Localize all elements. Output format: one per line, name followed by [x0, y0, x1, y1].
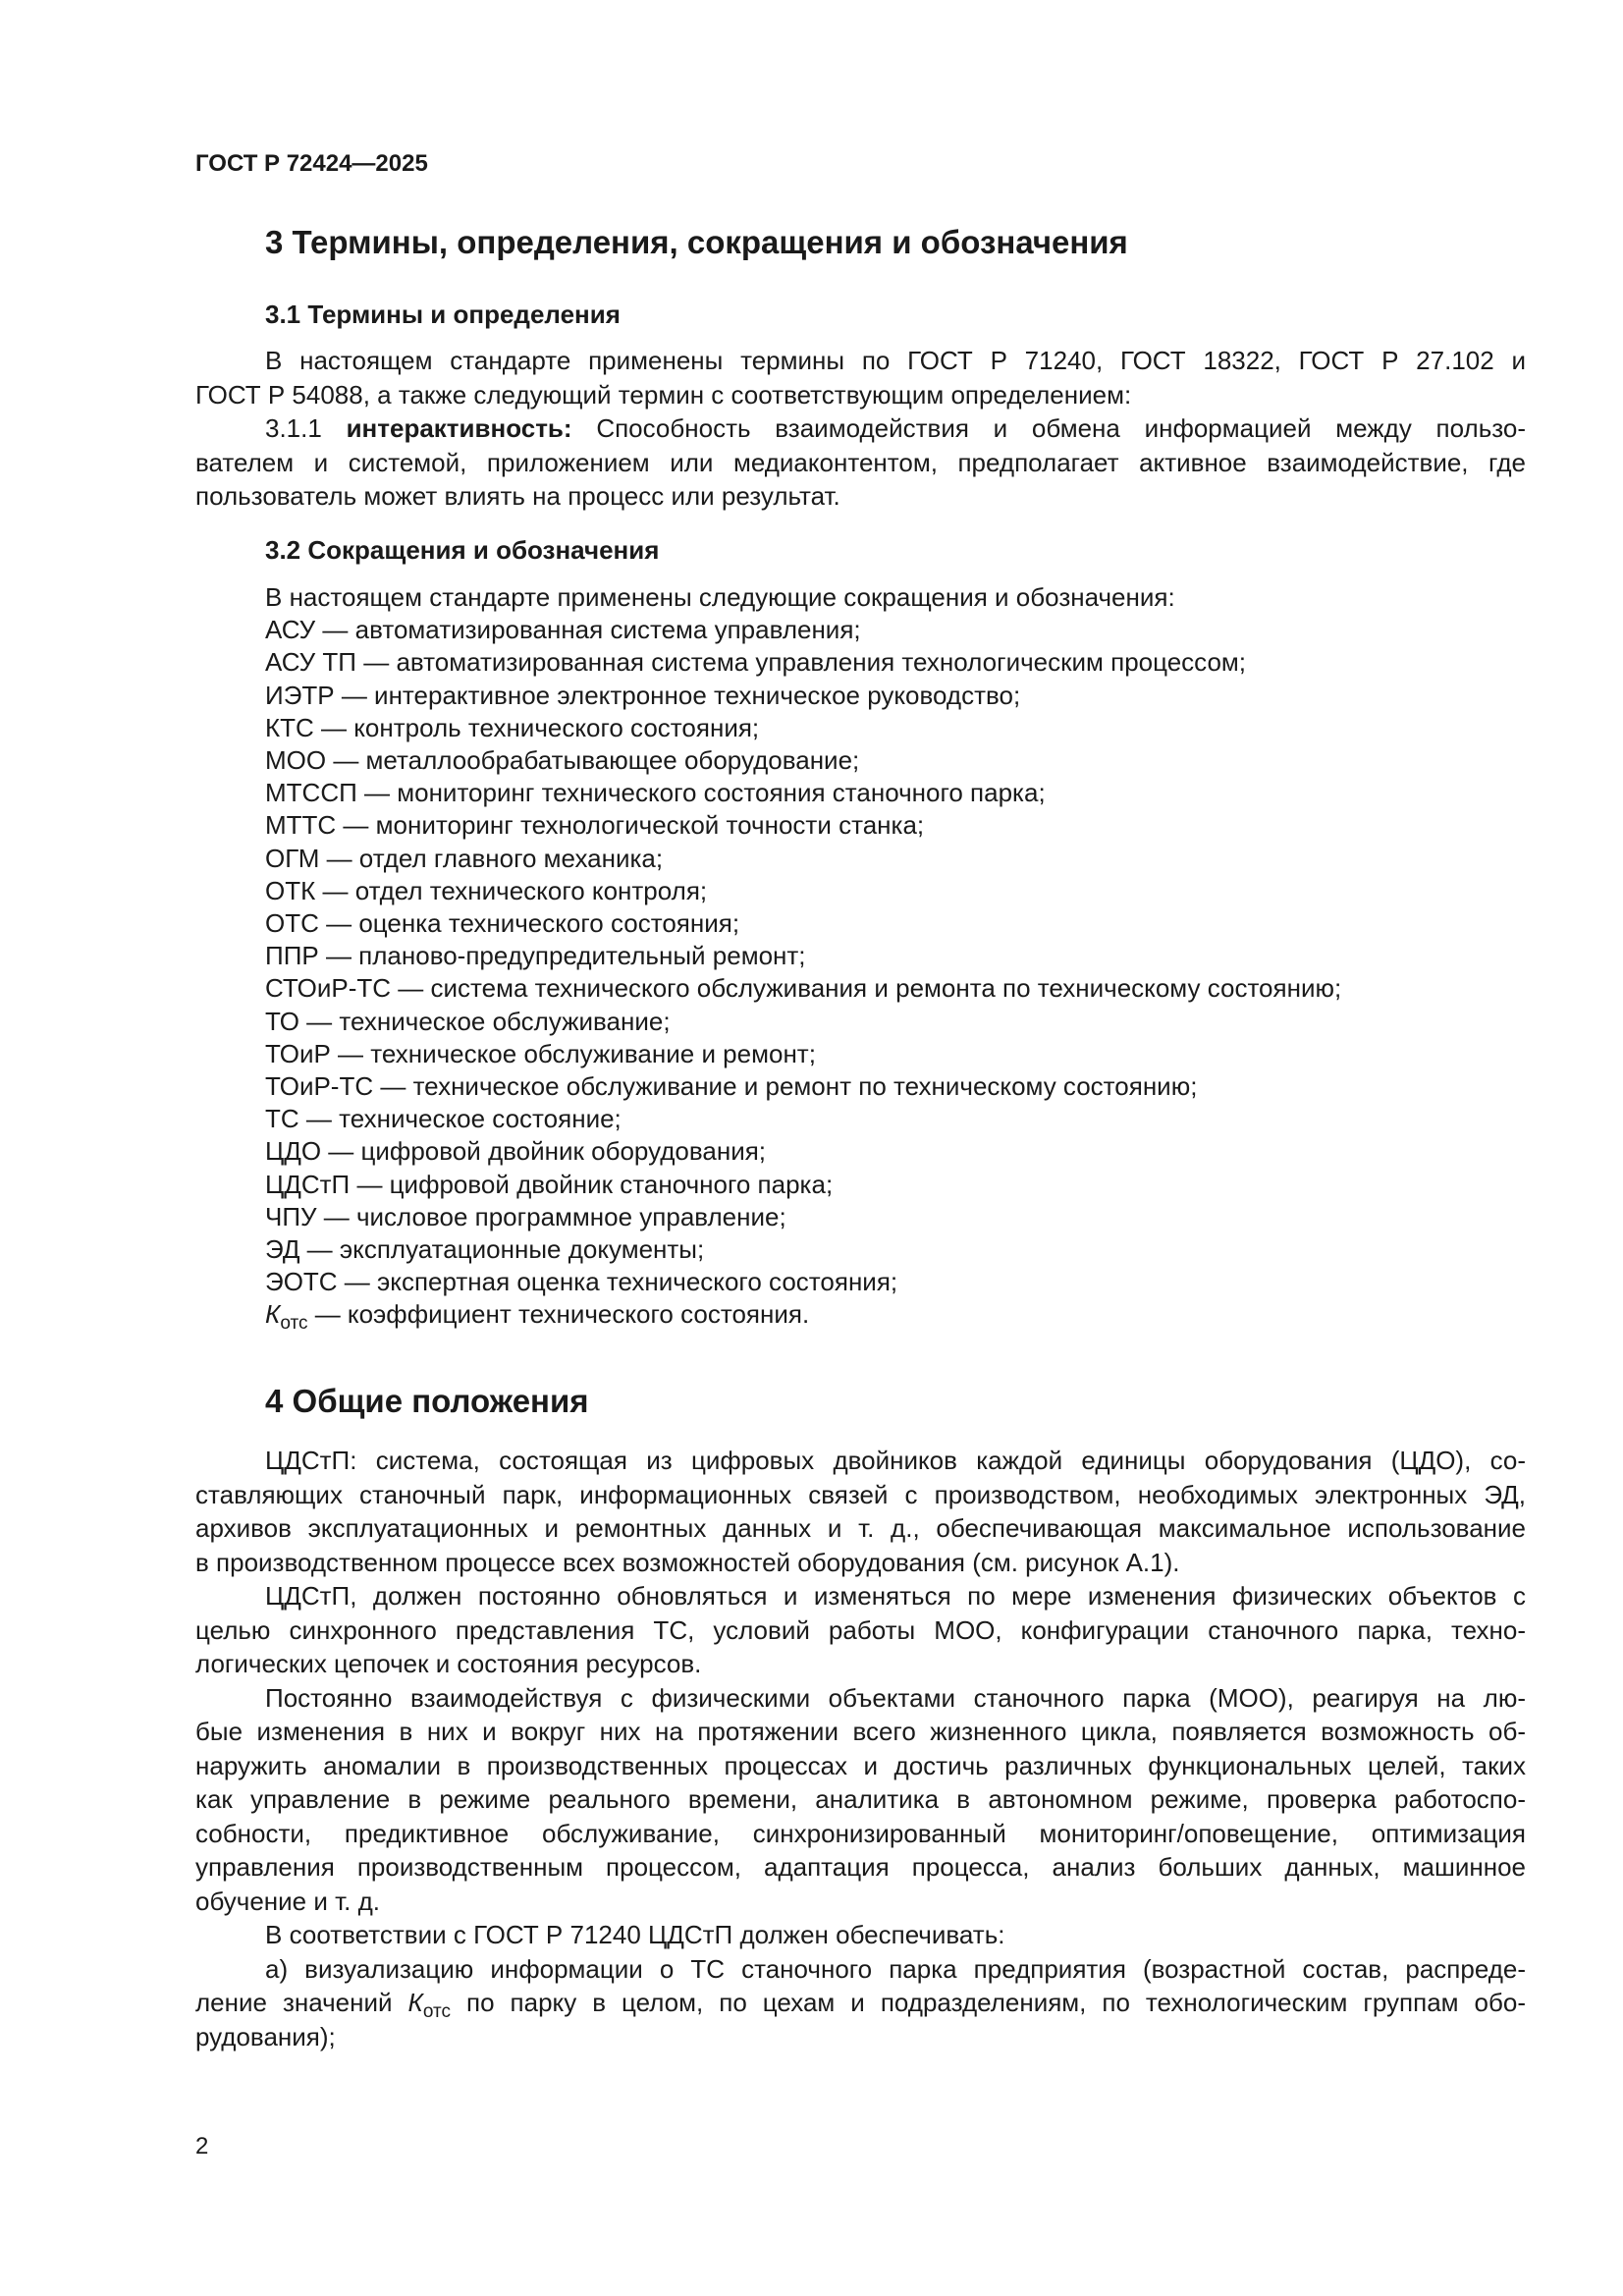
- text-line: логических цепочек и состояния ресурсов.: [195, 1649, 702, 1678]
- section-3-1-intro: [195, 344, 1526, 514]
- page-number: 2: [195, 2133, 209, 2159]
- abbreviation-item: ИЭТР — интерактивное электронное техническое руководство;: [265, 680, 1021, 710]
- abbreviation-item: МОО — металлообрабатывающее оборудование;: [265, 745, 860, 776]
- abbreviation-item: ЦДО — цифровой двойник оборудования;: [265, 1136, 767, 1167]
- term-name: интерактивность:: [346, 413, 572, 443]
- text-fragment: ление значений: [195, 1988, 408, 2017]
- abbreviation-item: ЧПУ — числовое программное управление;: [265, 1201, 786, 1231]
- text-line: пользователь может влиять на процесс или результат.: [195, 481, 840, 511]
- k-definition: — коэффициент технического состояния.: [307, 1299, 810, 1330]
- abbreviation-item: ЭД — эксплуатационные документы;: [265, 1234, 705, 1265]
- text-line: в производственном процессе всех возможностей оборудования (см. рисунок А.1).: [195, 1547, 1180, 1577]
- text-line: обучение и т. д.: [195, 1886, 380, 1916]
- section-3-2-title: 3.2 Сокращения и обозначения: [265, 535, 660, 565]
- document-code: ГОСТ Р 72424—2025: [195, 150, 428, 177]
- abbreviation-item: МТССП — мониторинг технического состояния станочного парка;: [265, 778, 1046, 808]
- text-line: В настоящем стандарте применены термины по ГОСТ Р 71240, ГОСТ 18322, ГОСТ Р 27.102 и: [265, 346, 1526, 375]
- text-line: бые изменения в них и вокруг них на протяжении всего жизненного цикла, появляется возможность об-: [195, 1717, 1526, 1746]
- text-line: В соответствии с ГОСТ Р 71240 ЦДСтП должен обеспечивать:: [265, 1920, 1005, 1949]
- text-line: ГОСТ Р 54088, а также следующий термин с соответствующим определением:: [195, 379, 1132, 410]
- text-line: наружить аномалии в производственных процессах и достичь различных функциональных целей, таких: [195, 1750, 1526, 1780]
- text-line: ставляющих станочный парк, информационных связей с производством, необходимых электронных ЭД,: [195, 1479, 1526, 1509]
- text-line: ЦДСтП, должен постоянно обновляться и изменяться по мере изменения физических объектов с: [265, 1581, 1526, 1611]
- abbreviation-item: ОТС — оценка технического состояния;: [265, 908, 740, 939]
- text-line: собности, предиктивное обслуживание, синхронизированный мониторинг/оповещение, оптимизация: [195, 1818, 1526, 1848]
- abbreviation-item: ОТК — отдел технического контроля;: [265, 875, 708, 905]
- text-line: архивов эксплуатационных и ремонтных данных и т. д., обеспечивающая максимальное использование: [195, 1513, 1526, 1543]
- text-line: ЦДСтП: система, состоящая из цифровых двойников каждой единицы оборудования (ЦДО), со-: [265, 1446, 1526, 1475]
- text-line: как управление в режиме реального времени, аналитика в автономном режиме, проверка работоспо-: [195, 1784, 1526, 1814]
- abbreviation-item: АСУ — автоматизированная система управления;: [265, 615, 861, 645]
- abbreviation-item: ТОиР-ТС — техническое обслуживание и ремонт по техническому состоянию;: [265, 1071, 1198, 1102]
- term-number: 3.1.1: [265, 413, 322, 443]
- abbreviation-item: СТОиР-ТС — система технического обслуживания и ремонта по техническому состоянию;: [265, 973, 1342, 1004]
- text-line: целью синхронного представления ТС, условий работы МОО, конфигурации станочного парка, техно-: [195, 1614, 1526, 1645]
- text-line: Постоянно взаимодействуя с физическими объектами станочного парка (МОО), реагируя на лю-: [265, 1682, 1526, 1713]
- abbreviation-list: [265, 581, 1342, 1335]
- term-3-1-1-line: [195, 411, 1526, 446]
- list-item-a-line: рудования);: [195, 2021, 336, 2051]
- list-item-a-line: [195, 1986, 1526, 2020]
- text-line: вателем и системой, приложением или медиаконтентом, предполагает активное взаимодействие, где: [195, 447, 1526, 477]
- abbreviation-item: ОГМ — отдел главного механика;: [265, 843, 664, 873]
- abbreviation-item: ТОиР — техническое обслуживание и ремонт;: [265, 1038, 816, 1068]
- abbreviation-intro: В настоящем стандарте применены следующие сокращения и обозначения:: [265, 582, 1175, 612]
- k-symbol: К: [407, 1988, 423, 2017]
- abbreviation-item-k: [265, 1298, 1341, 1335]
- abbreviation-item: ТС — техническое состояние;: [265, 1104, 622, 1134]
- section-4-title: 4 Общие положения: [265, 1383, 589, 1419]
- abbreviation-item: ЭОТС — экспертная оценка технического состояния;: [265, 1267, 898, 1297]
- abbreviation-item: ТО — техническое обслуживание;: [265, 1006, 671, 1036]
- abbreviation-item: ППР — планово-предупредительный ремонт;: [265, 941, 806, 971]
- section-4-body: [195, 1444, 1526, 2053]
- list-item-a-line: а) визуализацию информации о ТС станочного парка предприятия (возрастной состав, распреде-: [265, 1953, 1526, 1984]
- abbreviation-item: АСУ ТП — автоматизированная система управления технологическим процессом;: [265, 647, 1247, 678]
- k-symbol: К: [265, 1299, 281, 1330]
- abbreviation-item: МТТС — мониторинг технологической точности станка;: [265, 810, 925, 841]
- abbreviation-item: КТС — контроль технического состояния;: [265, 712, 760, 742]
- section-3-1-title: 3.1 Термины и определения: [265, 300, 621, 329]
- section-3-title: 3 Термины, определения, сокращения и обозначения: [265, 224, 1128, 260]
- term-definition-start: Способность взаимодействия и обмена информацией между пользо-: [596, 413, 1526, 443]
- text-line: управления производственным процессом, адаптация процесса, анализ больших данных, машинное: [195, 1852, 1526, 1882]
- k-subscript: отс: [422, 2001, 452, 2022]
- k-subscript: отс: [280, 1313, 308, 1335]
- text-fragment: по парку в целом, по цехам и подразделениям, по технологическим группам обо-: [451, 1988, 1526, 2017]
- abbreviation-item: ЦДСтП — цифровой двойник станочного парка;: [265, 1169, 834, 1199]
